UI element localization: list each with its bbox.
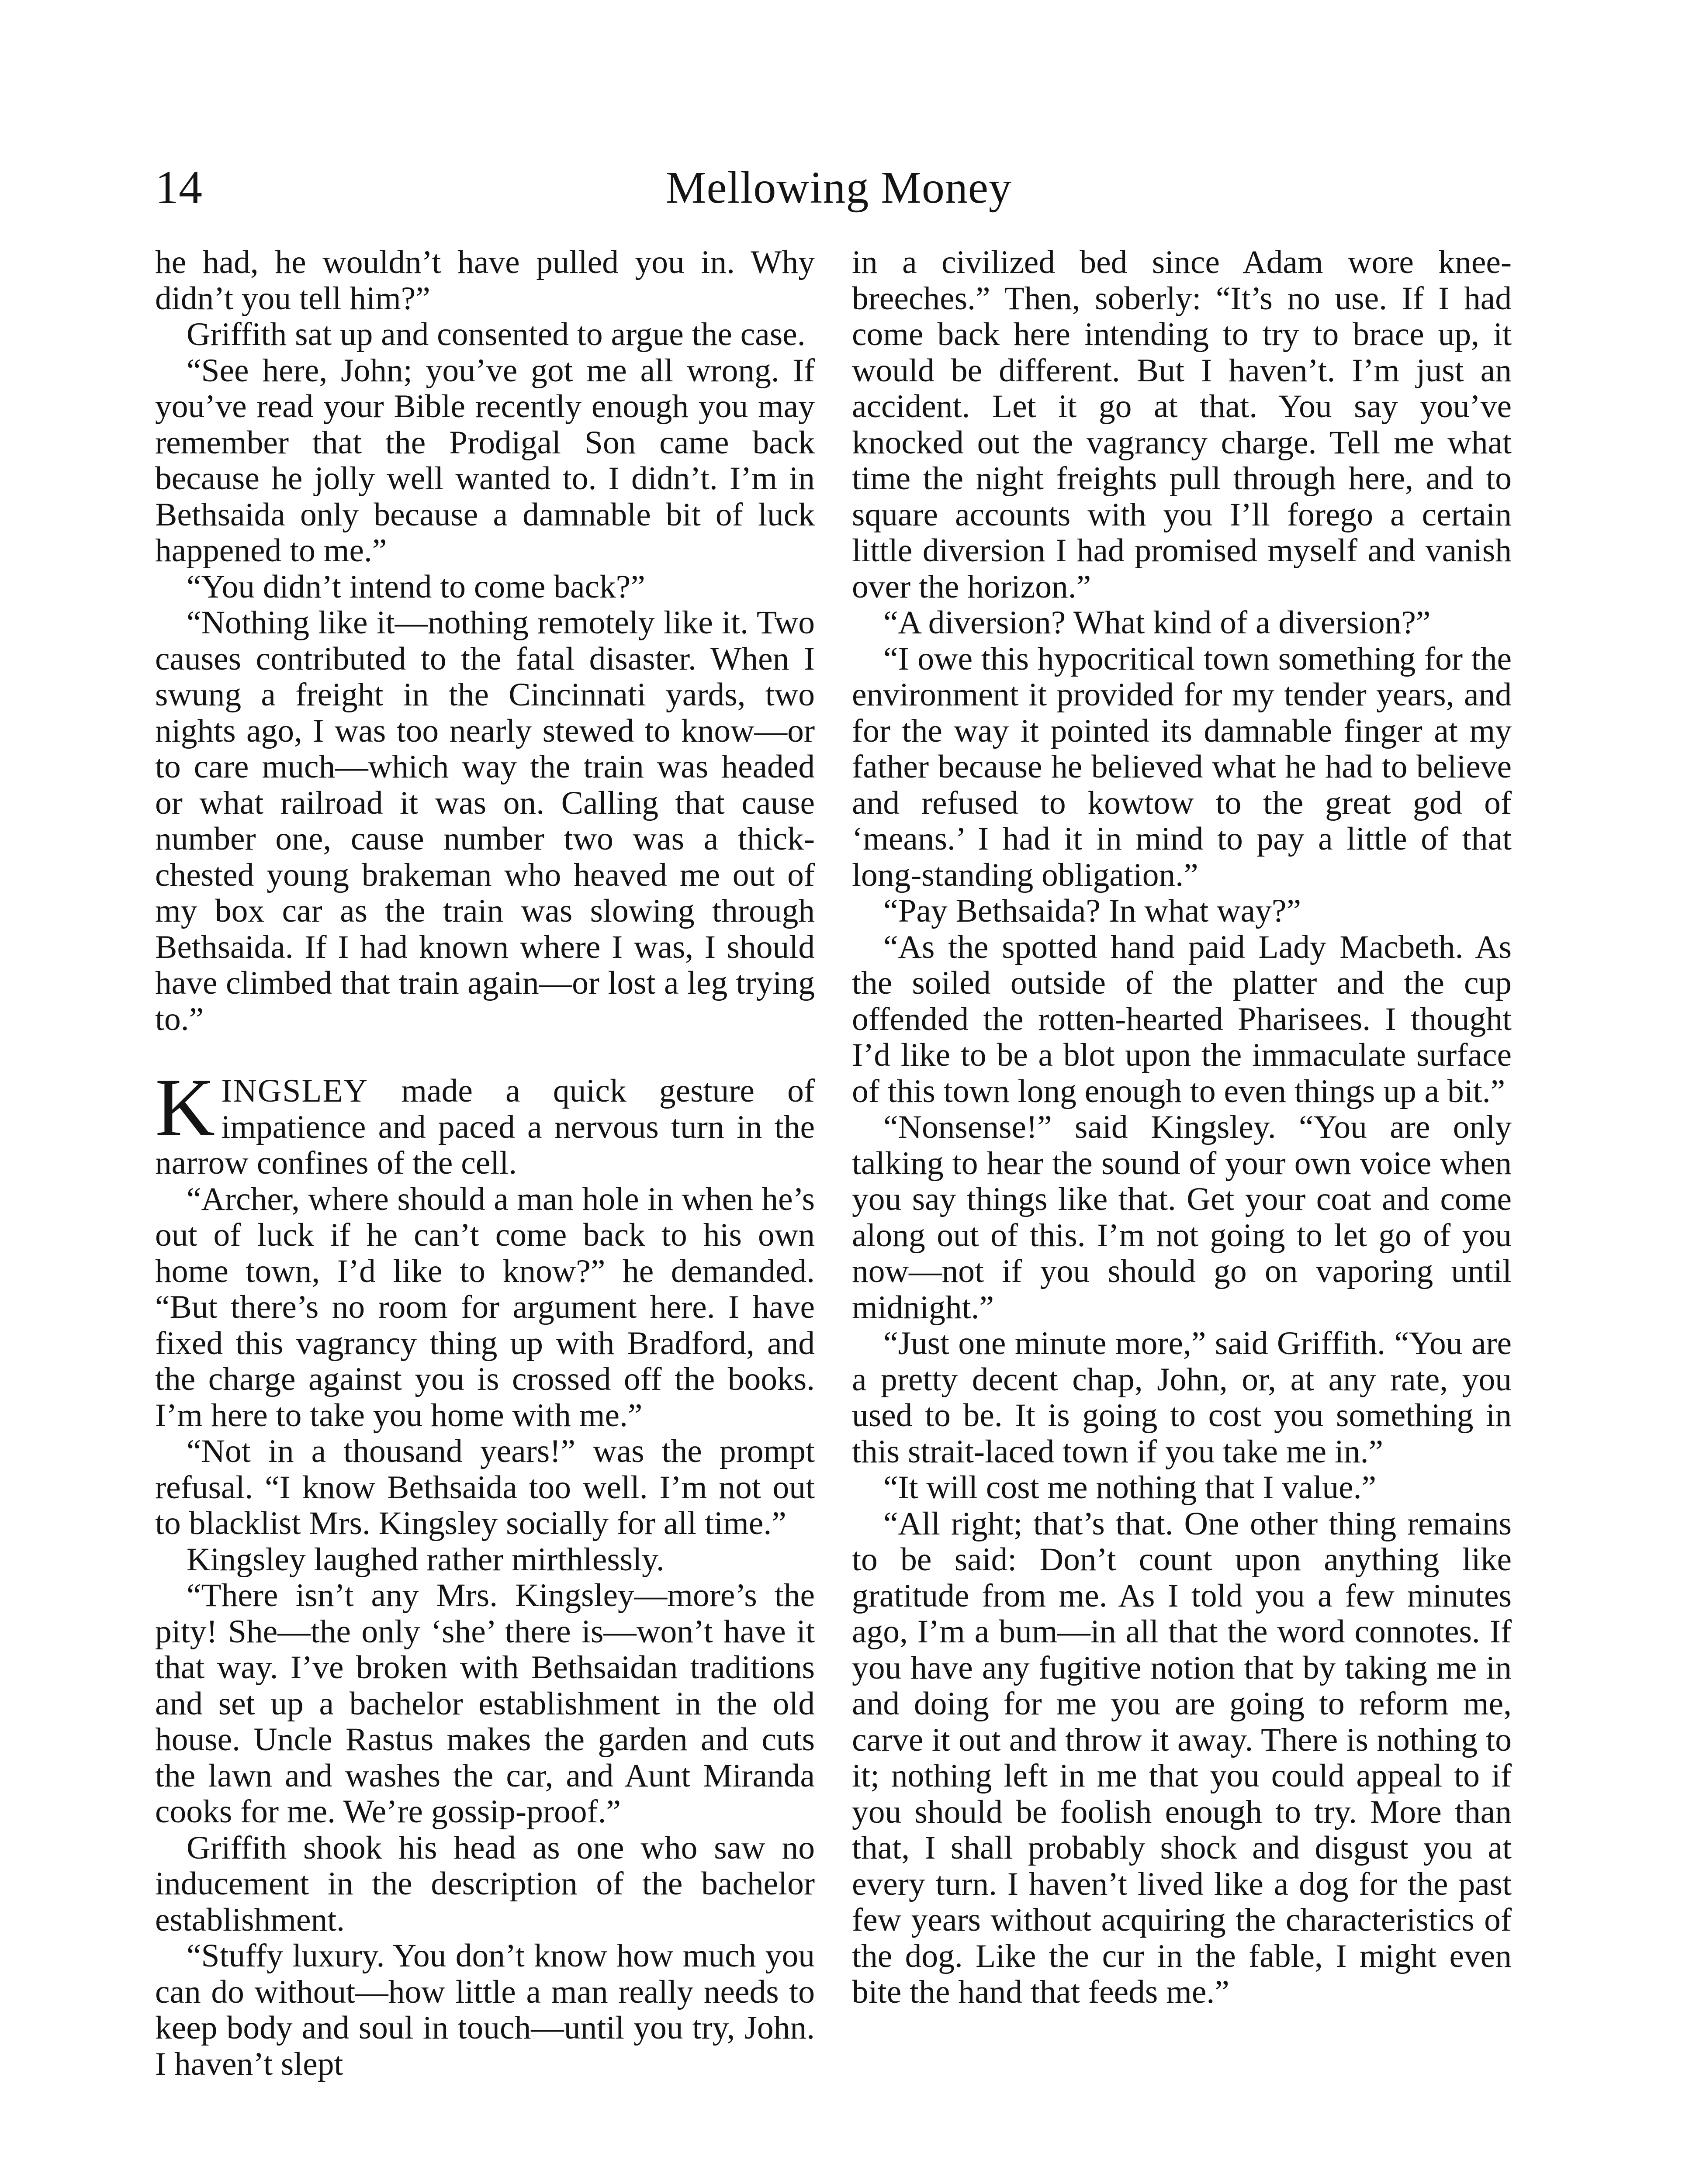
paragraph: “Just one minute more,” said Griffith. “You are a pretty decent chap, John, or, at any rate, you used to be. It is going to cost you something in this strait-laced town if you take me in.”: [852, 1325, 1512, 1470]
paragraph: “You didn’t intend to come back?”: [187, 568, 645, 605]
paragraph: “Not in a thousand years!” was the prompt refusal. “I know Bethsaida too well. I’m not out to blacklist Mrs. Kingsley socially for all time.”: [155, 1433, 815, 1541]
paragraph: Griffith shook his head as one who saw no inducement in the description of the bachelor establishment.: [155, 1829, 815, 1938]
paragraph: “Nonsense!” said Kingsley. “You are only talking to hear the sound of your own voice when you say things like that. Get your coat and come along out of this. I’m not going to let go of you now—not if you should go on vaporing until midnight.”: [852, 1109, 1512, 1326]
paragraph: “As the spotted hand paid Lady Macbeth. As the soiled outside of the platter and the cup offended the rotten-hearted Pharisees. I thought I’d like to be a blot upon the immaculate surface of this town long enough to even things up a bit.”: [852, 929, 1512, 1109]
paragraph: Griffith sat up and consented to argue the case.: [187, 316, 806, 352]
dropcap-word: INGSLEY: [221, 1073, 369, 1109]
paragraph: “Stuffy luxury. You don’t know how much you can do without—how little a man really needs to keep body and soul in touch—until you try, John. I haven’t slept: [155, 1938, 815, 2082]
left-column: [155, 245, 815, 2082]
paragraph: “Pay Bethsaida? In what way?”: [883, 893, 1301, 929]
paragraph: “Nothing like it—nothing remotely like it. Two causes contributed to the fatal disaster. When I swung a freight in the Cincinnati yards, two nights ago, I was too nearly stewed to know—or to care much—which way the train was headed or what railroad it was on. Calling that cause number one, cause number two was a thick-chested young brakeman who heaved me out of my box car as the train was slowing through Bethsaida. If I had known where I was, I should have climbed that train again—or lost a leg trying to.”: [155, 605, 815, 1037]
paragraph: “I owe this hypocritical town something for the environment it provided for my tender years, and for the way it pointed its damnable finger at my father because he believed what he had to believe and refused to kowtow to the great god of ‘means.’ I had it in mind to pay a little of that long-standing obligation.”: [852, 640, 1512, 893]
running-title: Mellowing Money: [665, 162, 1012, 213]
paragraph: “A diversion? What kind of a diversion?”: [883, 605, 1431, 641]
paragraph: Kingsley laughed rather mirthlessly.: [187, 1541, 665, 1578]
page-number: 14: [155, 162, 202, 214]
dropcap-paragraph-text: made a quick gesture of impatience and paced a nervous turn in the narrow confines of the cell.: [155, 1073, 815, 1181]
paragraph: “There isn’t any Mrs. Kingsley—more’s the pity! She—the only ‘she’ there is—won’t have it that way. I’ve broken with Bethsaidan traditions and set up a bachelor establishment in the old house. Uncle Rastus makes the garden and cuts the lawn and washes the car, and Aunt Miranda cooks for me. We’re gossip-proof.”: [155, 1577, 815, 1830]
right-column: [852, 245, 1512, 2011]
paragraph: in a civilized bed since Adam wore knee-breeches.” Then, soberly: “It’s no use. If I had come back here intending to try to brace up, it would be different. But I haven’t. I’m just an accident. Let it go at that. You say you’ve knocked out the vagrancy charge. Tell me what time the night freights pull through here, and to square accounts with you I’ll forego a certain little diversion I had promised myself and vanish over the horizon.”: [852, 244, 1512, 605]
paragraph: “It will cost me nothing that I value.”: [883, 1469, 1377, 1506]
paragraph: “Archer, where should a man hole in when he’s out of luck if he can’t come back to his own home town, I’d like to know?” he demanded. “But there’s no room for argument here. I have fixed this vagrancy thing up with Bradford, and the charge against you is crossed off the books. I’m here to take you home with me.”: [155, 1181, 815, 1434]
paragraph: “All right; that’s that. One other thing remains to be said: Don’t count upon anything like gratitude from me. As I told you a few minutes ago, I’m a bum—in all that the word connotes. If you have any fugitive notion that by taking me in and doing for me you are going to reform me, carve it out and throw it away. There is nothing to it; nothing left in me that you could appeal to if you should be foolish enough to try. More than that, I shall probably shock and disgust you at every turn. I haven’t lived like a dog for the past few years without acquiring the characteristics of the dog. Like the cur in the fable, I might even bite the hand that feeds me.”: [852, 1505, 1512, 2010]
drop-cap: K: [155, 1062, 215, 1154]
paragraph: “See here, John; you’ve got me all wrong. If you’ve read your Bible recently enough you may remember that the Prodigal Son came back because he jolly well wanted to. I didn’t. I’m in Bethsaida only because a damnable bit of luck happened to me.”: [155, 352, 815, 569]
page-header: [155, 155, 1523, 221]
paragraph-dropcap: [155, 1062, 815, 1182]
section-break: [155, 1037, 815, 1073]
paragraph: he had, he wouldn’t have pulled you in. Why didn’t you tell him?”: [155, 244, 815, 317]
